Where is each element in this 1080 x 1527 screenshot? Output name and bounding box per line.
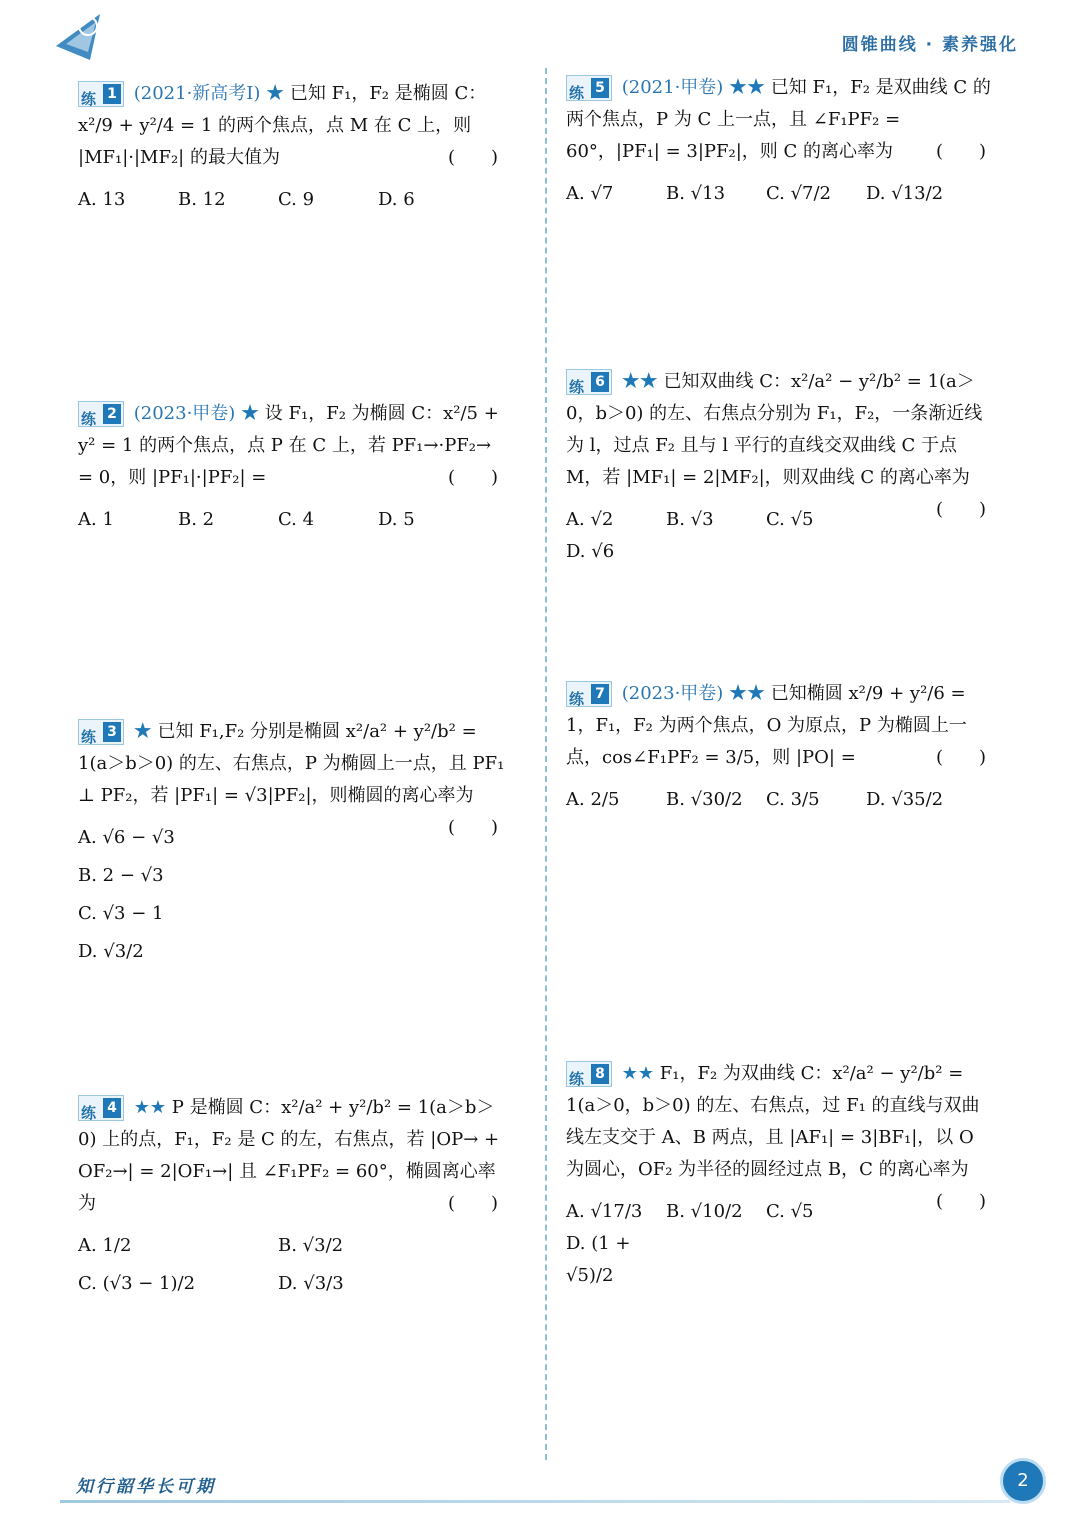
logo-icon [52, 8, 112, 68]
option-c[interactable]: C. √5 [766, 509, 814, 530]
options [566, 504, 936, 568]
problem-stem: 已知 F₁,F₂ 分别是椭圆 x²/a² + y²/b² = 1(a＞b＞0) 的左、右焦点，P 为椭圆上一点，且 PF₁ ⊥ PF₂，若 |PF₁| = √3|PF₂|，则椭圆的离心率为 [78, 721, 505, 806]
option-a[interactable]: A. √2 [566, 509, 614, 530]
answer-bracket: ( ) [936, 499, 987, 520]
problem-1 [78, 78, 508, 216]
options [78, 822, 448, 974]
option-d[interactable]: D. 5 [378, 509, 415, 530]
answer-bracket: ( ) [936, 141, 987, 162]
options [566, 1196, 936, 1292]
column-divider [545, 68, 547, 1460]
problem-badge: 练 5 [566, 75, 612, 101]
option-a[interactable]: A. √6 − √3 [78, 827, 175, 848]
problem-source: (2023·甲卷) [621, 683, 724, 704]
option-a[interactable]: A. √7 [566, 183, 614, 204]
problem-stem: 已知椭圆 x²/9 + y²/6 = 1，F₁，F₂ 为两个焦点，O 为原点，P 为椭圆上一点，cos∠F₁PF₂ = 3/5，则 |PO| = [566, 683, 967, 768]
problem-4 [78, 1092, 508, 1306]
option-c[interactable]: C. √5 [766, 1201, 814, 1222]
problem-source: (2021·新高考Ⅰ) [133, 83, 261, 104]
problem-7 [566, 678, 996, 816]
option-a[interactable]: A. 2/5 [566, 789, 620, 810]
option-c[interactable]: C. 9 [278, 189, 315, 210]
answer-bracket: ( ) [936, 1191, 987, 1212]
problem-5 [566, 72, 996, 210]
footer-rule [60, 1500, 1010, 1503]
option-b[interactable]: B. 2 [178, 509, 215, 530]
option-b[interactable]: B. √30/2 [666, 789, 743, 810]
option-d[interactable]: D. √35/2 [866, 789, 944, 810]
difficulty-stars: ★ [133, 721, 152, 742]
problem-stem: 已知 F₁，F₂ 是椭圆 C：x²/9 + y²/4 = 1 的两个焦点，点 M 在 C 上，则 |MF₁|·|MF₂| 的最大值为 [78, 83, 487, 168]
options [566, 178, 996, 210]
option-c[interactable]: C. 4 [278, 509, 315, 530]
options [78, 184, 508, 216]
option-d[interactable]: D. (1 + √5)/2 [566, 1233, 631, 1286]
problem-8 [566, 1058, 996, 1292]
option-a[interactable]: A. 13 [78, 189, 126, 210]
option-d[interactable]: D. √3/3 [278, 1273, 344, 1294]
option-a[interactable]: A. 1/2 [78, 1235, 132, 1256]
option-b[interactable]: B. √3/2 [278, 1235, 344, 1256]
options [566, 784, 996, 816]
option-b[interactable]: B. 12 [178, 189, 226, 210]
answer-bracket: ( ) [448, 817, 499, 838]
problem-6 [566, 366, 996, 568]
option-d[interactable]: D. √3/2 [78, 941, 144, 962]
option-d[interactable]: D. √6 [566, 541, 615, 562]
option-a[interactable]: A. √17/3 [566, 1201, 643, 1222]
options [78, 504, 508, 536]
header-title: 圆锥曲线 · 素养强化 [841, 35, 1018, 55]
option-b[interactable]: B. √13 [666, 183, 726, 204]
footer-slogan: 知行韶华长可期 [76, 1477, 216, 1497]
difficulty-stars: ★★ [133, 1097, 167, 1118]
option-b[interactable]: B. √3 [666, 509, 714, 530]
problem-source: (2023·甲卷) [133, 403, 236, 424]
option-b[interactable]: B. 2 − √3 [78, 865, 164, 886]
problem-badge: 练 1 [78, 81, 124, 107]
option-b[interactable]: B. √10/2 [666, 1201, 743, 1222]
problem-badge: 练 6 [566, 369, 612, 395]
difficulty-stars: ★★ [729, 683, 766, 704]
problem-stem: 设 F₁，F₂ 为椭圆 C：x²/5 + y² = 1 的两个焦点，点 P 在 C 上，若 PF₁→·PF₂→ = 0，则 |PF₁|·|PF₂| = [78, 403, 499, 488]
problem-stem: 已知 F₁，F₂ 是双曲线 C 的两个焦点，P 为 C 上一点，且 ∠F₁PF₂ = 60°，|PF₁| = 3|PF₂|，则 C 的离心率为 [566, 77, 991, 162]
answer-bracket: ( ) [448, 1193, 499, 1214]
problem-stem: P 是椭圆 C：x²/a² + y²/b² = 1(a＞b＞0) 上的点，F₁，F₂ 是 C 的左，右焦点，若 |OP→ + OF₂→| = 2|OF₁→| 且 ∠F₁PF₂ = 60°，椭圆离心率为 [78, 1097, 500, 1214]
option-c[interactable]: C. √7/2 [766, 183, 832, 204]
difficulty-stars: ★ [266, 83, 285, 104]
problem-stem: 已知双曲线 C：x²/a² − y²/b² = 1(a＞0，b＞0) 的左、右焦点分别为 F₁，F₂，一条渐近线为 l，过点 F₂ 且与 l 平行的直线交双曲线 C 于点 M，若 |MF₁| = 2|MF₂|，则双曲线 C 的离心率为 [566, 371, 983, 488]
problem-badge: 练 3 [78, 719, 124, 745]
answer-bracket: ( ) [448, 147, 499, 168]
problem-3 [78, 716, 508, 974]
option-a[interactable]: A. 1 [78, 509, 114, 530]
difficulty-stars: ★★ [729, 77, 766, 98]
option-c[interactable]: C. 3/5 [766, 789, 820, 810]
problem-2 [78, 398, 508, 536]
answer-bracket: ( ) [448, 467, 499, 488]
problem-badge: 练 4 [78, 1095, 124, 1121]
difficulty-stars: ★ [241, 403, 260, 424]
problem-stem: F₁，F₂ 为双曲线 C：x²/a² − y²/b² = 1(a＞0，b＞0) 的左、右焦点，过 F₁ 的直线与双曲线左支交于 A、B 两点，且 |AF₁| = 3|BF₁|，以 O 为圆心，OF₂ 为半径的圆经过点 B，C 的离心率为 [566, 1063, 980, 1180]
option-d[interactable]: D. 6 [378, 189, 415, 210]
page-number: 2 [1000, 1458, 1046, 1504]
option-d[interactable]: D. √13/2 [866, 183, 944, 204]
option-c[interactable]: C. (√3 − 1)/2 [78, 1273, 196, 1294]
problem-badge: 练 8 [566, 1061, 612, 1087]
difficulty-stars: ★★ [621, 1063, 655, 1084]
problem-source: (2021·甲卷) [621, 77, 724, 98]
option-c[interactable]: C. √3 − 1 [78, 903, 164, 924]
problem-badge: 练 7 [566, 681, 612, 707]
options [78, 1230, 508, 1306]
answer-bracket: ( ) [936, 747, 987, 768]
problem-badge: 练 2 [78, 401, 124, 427]
difficulty-stars: ★★ [621, 371, 658, 392]
